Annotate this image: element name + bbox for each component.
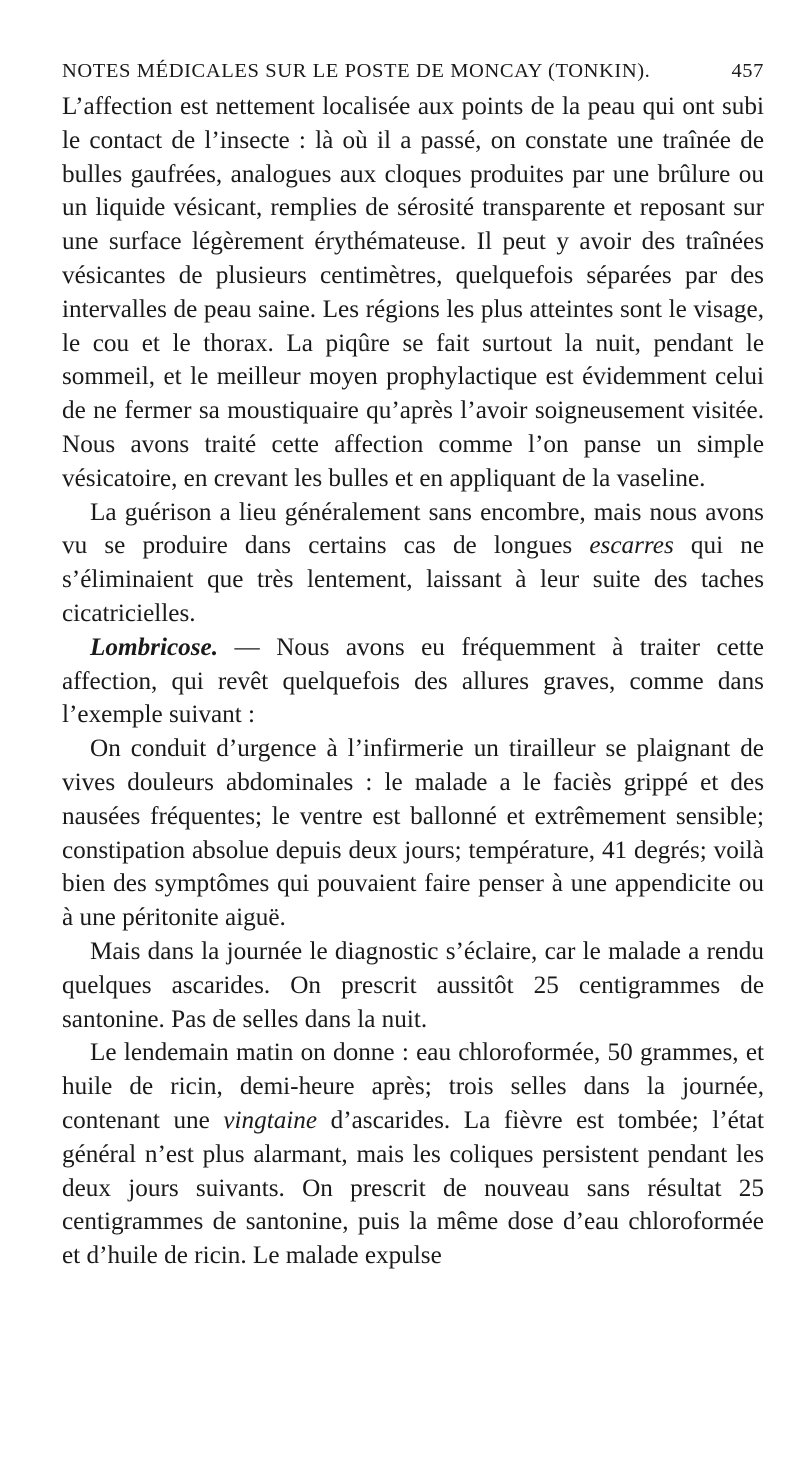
- paragraph-text: Mais dans la journée le diagnostic s’éclaire, car le malade a rendu quelques ascarides. On prescrit aussitôt 25 centigrammes de santonine. Pas de selles dans la nuit.: [62, 937, 764, 1033]
- paragraph-text: L’affection est nettement localisée aux points de la peau qui ont subi le contact de l’insecte : là où il a passé, on constate une traînée de bulles gaufrées, analogues aux cloques produites par une brûlure ou un liquide vésicant, remplies de sérosité transparente et reposant sur une surface légèrement érythémateuse. Il peut y avoir des traînées vésicantes de plusieurs centimètres, quelquefois séparées par des intervalles de peau saine. Les régions les plus atteintes sont le visage, le cou et le thorax. La piqûre se fait surtout la nuit, pendant le sommeil, et le meilleur moyen prophylactique est évidemment celui de ne fermer sa moustiquaire qu’après l’avoir soigneusement visitée. Nous avons traité cette affection comme l’on panse un simple vésicatoire, en crevant les bulles et en appliquant de la vaseline.: [62, 93, 764, 492]
- paragraph-case-history: [62, 732, 764, 935]
- body-text: [62, 90, 764, 1273]
- paragraph-text: On conduit d’urgence à l’infirmerie un tirailleur se plaignant de vives douleurs abdominales : le malade a le faciès grippé et des nausées fréquentes; le ventre est ballonné et extrêmement sensible; constipation absolue depuis deux jours; température, 41 degrés; voilà bien des symptômes qui pouvaient faire penser à une appendicite ou à une péritonite aiguë.: [62, 735, 764, 932]
- paragraph-text: La guérison a lieu généralement sans encombre, mais nous avons vu se produire dans certains cas de longues: [62, 498, 764, 560]
- paragraph-lombricose: [62, 631, 764, 732]
- paragraph-text-after: d’ascarides. La fièvre est tombée; l’état général n’est plus alarmant, mais les coliques persistent pendant les deux jours suivants. On prescrit de nouveau sans résultat 25 centigrammes de santonine, puis la même dose d’eau chloroformée et d’huile de ricin. Le malade expulse: [62, 1106, 764, 1270]
- section-heading-lombricose: Lombricose.: [90, 633, 219, 661]
- paragraph-guerison: [62, 496, 764, 631]
- paragraph-affection: [62, 90, 764, 496]
- paragraph-text: Le lendemain matin on donne : eau chloroformée, 50 grammes, et huile de ricin, demi-heure après; trois selles dans la journée, contenant une: [62, 1039, 764, 1134]
- paragraph-treatment: [62, 1036, 764, 1273]
- paragraph-diagnosis: [62, 935, 764, 1036]
- running-head-title: NOTES MÉDICALES SUR LE POSTE DE MONCAY (TONKIN).: [62, 60, 651, 82]
- book-page: [62, 58, 764, 1273]
- italic-term-escarres: escarres: [589, 532, 674, 560]
- italic-term-vingtaine: vingtaine: [223, 1106, 318, 1134]
- paragraph-text-after: qui ne s’éliminaient que très lentement, laissant à leur suite des taches cicatricielles.: [62, 532, 764, 627]
- running-head: [62, 58, 764, 90]
- page-number: 457: [731, 60, 764, 82]
- paragraph-text-after: — Nous avons eu fréquemment à traiter cette affection, qui revêt quelquefois des allures graves, comme dans l’exemple suivant :: [62, 633, 764, 729]
